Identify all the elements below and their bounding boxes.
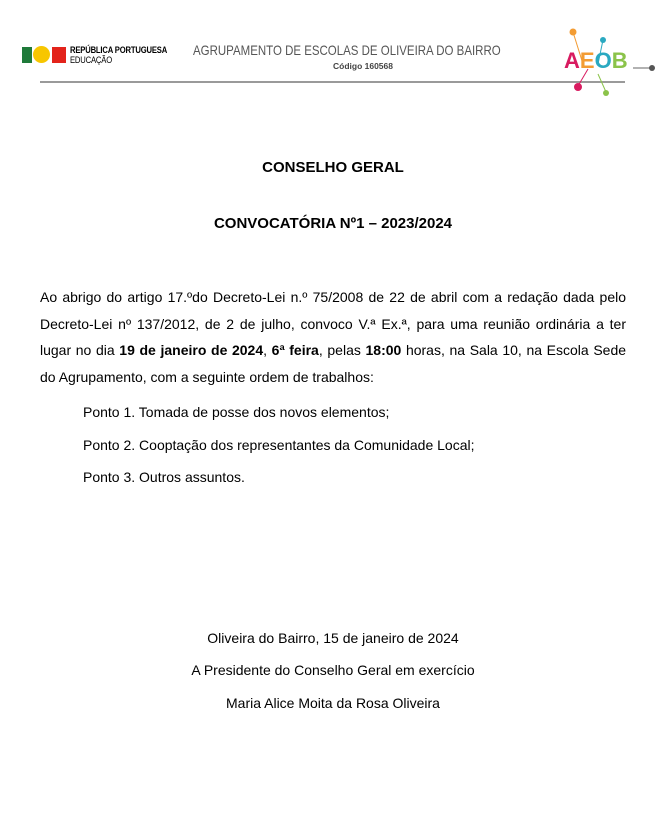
document-title: CONSELHO GERAL: [262, 159, 404, 176]
aeob-logo: [558, 24, 658, 98]
body-text: horas, na Sala 10, na Escola Sede do Agrupamento, com a seguinte ordem de trabalhos:: [40, 342, 627, 385]
gov-line1: REPÚBLICA PORTUGUESA: [70, 45, 168, 55]
agenda-point-1: Ponto 1. Tomada de posse dos novos elementos;: [83, 404, 390, 420]
body-text: ,: [263, 342, 272, 358]
place-date: Oliveira do Bairro, 15 de janeiro de 2024: [207, 630, 459, 646]
school-name: AGRUPAMENTO DE ESCOLAS DE OLIVEIRA DO BAIRRO: [193, 42, 501, 58]
flag-green-block: [22, 47, 32, 63]
body-text: , pelas: [318, 342, 366, 358]
document-subtitle: CONVOCATÓRIA Nº1 – 2023/2024: [213, 215, 453, 232]
body-paragraph: [40, 284, 626, 390]
flag-sphere: [33, 46, 50, 63]
government-logo-text: [70, 45, 167, 65]
body-text: Ao abrigo do artigo 17.ºdo Decreto-Lei n.º 75/2008 de 22 de abril com a redação dada pelo Decreto-Lei nº 137/2012, de 2 de julho, convoco V.ª Ex.ª, para uma reunião ordinária a ter lugar no dia: [40, 289, 626, 358]
flag-red-block: [52, 47, 66, 63]
svg-text:AEOB: AEOB: [564, 48, 628, 73]
agenda-point-2: Ponto 2. Cooptação dos representantes da Comunidade Local;: [83, 437, 475, 453]
signatory-name: Maria Alice Moita da Rosa Oliveira: [226, 695, 440, 711]
meeting-time: 18:00: [365, 342, 402, 358]
header-divider: [40, 81, 625, 83]
gov-line2: EDUCAÇÃO: [70, 55, 113, 65]
signatory-role: A Presidente do Conselho Geral em exercício: [191, 662, 475, 678]
school-code: Código 160568: [333, 61, 393, 71]
agenda-point-3: Ponto 3. Outros assuntos.: [83, 469, 245, 485]
meeting-weekday: 6ª feira: [271, 342, 319, 358]
meeting-date: 19 de janeiro de 2024: [119, 342, 264, 358]
